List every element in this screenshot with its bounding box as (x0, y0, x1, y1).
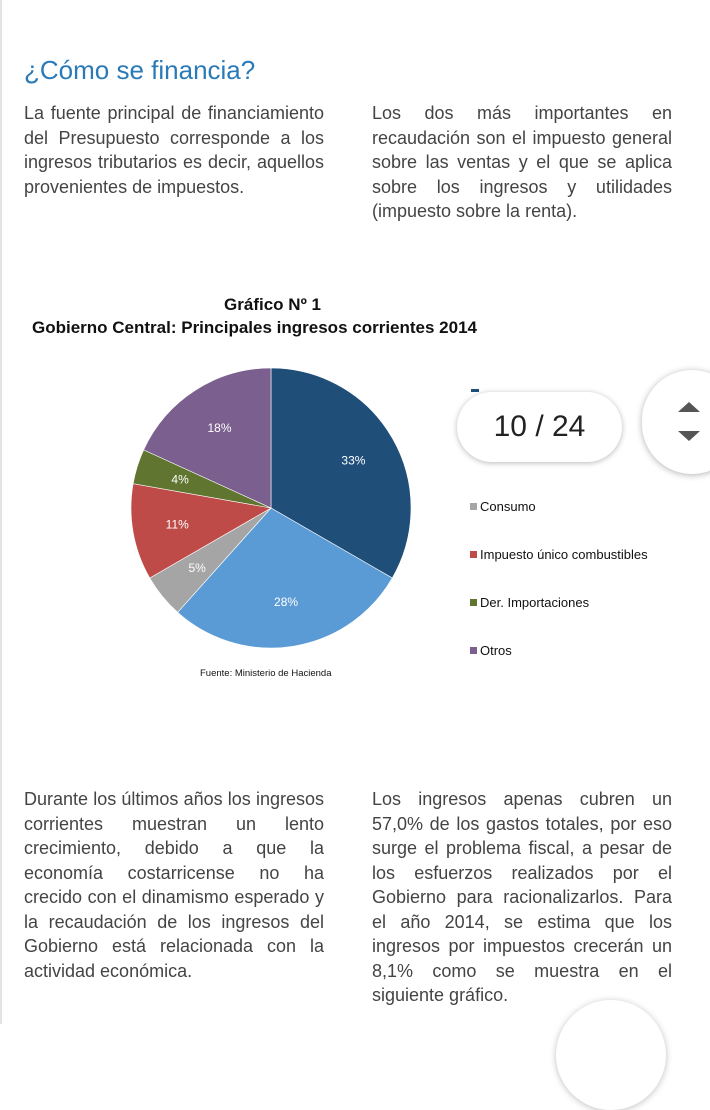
legend-swatch (470, 599, 477, 606)
legend-label: Der. Importaciones (480, 594, 590, 610)
legend-item-3 (470, 578, 700, 626)
legend-item-1 (470, 482, 700, 530)
legend-swatch (470, 647, 477, 654)
body-paragraph-right: Los ingresos apenas cubren un 57,0% de los gastos totales, por eso surge el problema fiscal, a pesar de los esfuerzos realizados por el Gobierno para racionalizarlos. Para el año 2014, se estima que los ingresos por impuestos crecerán un 8,1% como se muestra en el siguiente gráfico. (372, 789, 672, 1005)
legend-item-4 (470, 626, 700, 674)
page-indicator-text: 10 / 24 (493, 410, 586, 443)
chart-subheading: Gobierno Central: Principales ingresos corrientes 2014 (32, 318, 477, 337)
chart-heading: Gráfico Nº 1 (224, 295, 321, 314)
legend-swatch (470, 503, 477, 510)
pie-label-6: 18% (207, 420, 232, 435)
pie-label-1: 33% (341, 453, 366, 468)
legend-label: Otros (480, 642, 512, 658)
body-paragraph-left: Durante los últimos años los ingresos corrientes muestran un lento crecimiento, debido a que la economía costarricense no ha crecido con el dinamismo esperado y la recaudación de los ingresos del Gobierno está relacionada con la actividad económica. (24, 789, 324, 981)
legend-mark (471, 389, 479, 392)
pie-label-3: 5% (188, 561, 206, 576)
page-title: ¿Cómo se financia? (24, 55, 256, 86)
legend-label: Impuesto único combustibles (480, 546, 648, 562)
pie-label-4: 11% (165, 517, 189, 532)
page-indicator (457, 392, 622, 462)
floating-action-button[interactable] (556, 1000, 666, 1110)
chart-legend (470, 482, 700, 674)
arrow-down-icon (678, 431, 700, 441)
pie-label-5: 4% (171, 472, 189, 487)
intro-paragraph-left: La fuente principal de financiamiento del Presupuesto corresponde a los ingresos tributarios es decir, aquellos provenientes de impuestos. (24, 103, 324, 197)
arrow-up-icon (678, 402, 700, 412)
legend-label: Consumo (480, 498, 536, 514)
legend-swatch (470, 551, 477, 558)
intro-paragraph-right: Los dos más importantes en recaudación son el impuesto general sobre las ventas y el que se aplica sobre los ingresos y utilidades (impuesto sobre la renta). (372, 103, 672, 221)
legend-item-2 (470, 530, 700, 578)
chart-source: Fuente: Ministerio de Hacienda (200, 668, 332, 679)
pie-label-2: 28% (274, 595, 299, 610)
